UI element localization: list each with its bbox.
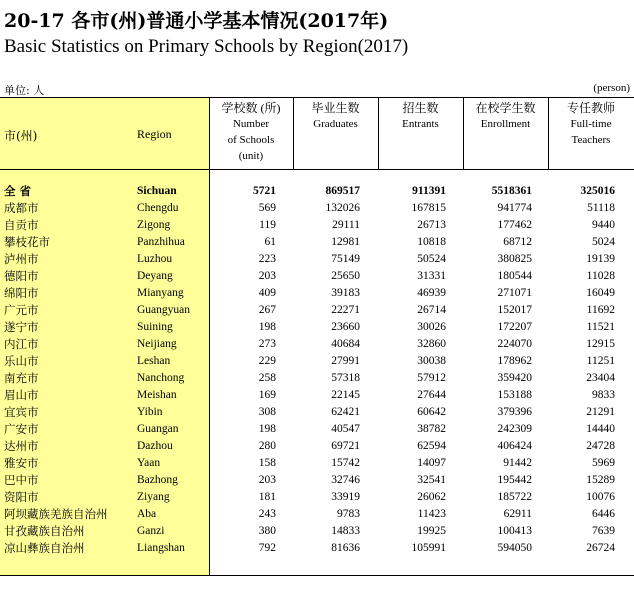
schools-cell: 243 [258, 508, 276, 520]
region-name-english: Yibin [137, 406, 163, 418]
enrollment-cell: 153188 [497, 389, 532, 401]
teachers-cell: 19139 [586, 253, 615, 265]
entrants-cell: 62594 [417, 440, 446, 452]
region-name-chinese: 甘孜藏族自治州 [4, 524, 85, 538]
region-name-chinese: 达州市 [4, 439, 39, 453]
table-top-rule [0, 97, 634, 98]
graduates-cell: 81636 [331, 542, 360, 554]
teachers-cell: 9440 [592, 219, 615, 231]
region-name-chinese: 自贡市 [4, 218, 39, 232]
graduates-cell: 57318 [331, 372, 360, 384]
enrollment-cell: 180544 [497, 270, 532, 282]
graduates-cell: 22271 [331, 304, 360, 316]
schools-cell: 308 [258, 406, 276, 418]
table-row [0, 336, 634, 353]
schools-cell: 229 [258, 355, 276, 367]
entrants-cell: 14097 [417, 457, 446, 469]
region-name-english: Nanchong [137, 372, 185, 384]
region-name-english: Ziyang [137, 491, 170, 503]
schools-cell: 5721 [253, 185, 276, 197]
table-row [0, 489, 634, 506]
schools-cell: 181 [258, 491, 276, 503]
schools-cell: 223 [258, 253, 276, 265]
entrants-cell: 26714 [417, 304, 446, 316]
enrollment-cell: 406424 [497, 440, 532, 452]
unit-label-chinese: 单位: 人 [4, 84, 45, 97]
enrollment-cell: 177462 [497, 219, 532, 231]
enrollment-cell: 172207 [497, 321, 532, 333]
table-row [0, 302, 634, 319]
teachers-cell: 14440 [586, 423, 615, 435]
entrants-cell: 38782 [417, 423, 446, 435]
graduates-cell: 869517 [325, 185, 360, 197]
header-teachers [548, 100, 634, 148]
region-name-english: Neijiang [137, 338, 177, 350]
table-row [0, 370, 634, 387]
entrants-cell: 19925 [417, 525, 446, 537]
teachers-cell: 51118 [587, 202, 615, 214]
teachers-cell: 21291 [586, 406, 615, 418]
region-name-english: Guangan [137, 423, 179, 435]
enrollment-cell: 941774 [497, 202, 532, 214]
enrollment-cell: 91442 [503, 457, 532, 469]
enrollment-cell: 242309 [497, 423, 532, 435]
enrollment-cell: 185722 [497, 491, 532, 503]
entrants-cell: 46939 [417, 287, 446, 299]
header-entrants [378, 100, 463, 132]
entrants-cell: 11423 [417, 508, 446, 520]
region-name-chinese: 凉山彝族自治州 [4, 541, 85, 555]
region-name-chinese: 成都市 [4, 201, 39, 215]
graduates-cell: 69721 [331, 440, 360, 452]
region-name-chinese: 乐山市 [4, 354, 39, 368]
region-name-chinese: 广元市 [4, 303, 39, 317]
table-row [0, 404, 634, 421]
region-name-english: Sichuan [137, 185, 177, 197]
header-enrollment-english: Enrollment [480, 118, 531, 130]
region-name-english: Yaan [137, 457, 161, 469]
schools-cell: 273 [258, 338, 276, 350]
region-name-english: Bazhong [137, 474, 178, 486]
schools-cell: 198 [258, 423, 276, 435]
teachers-cell: 11521 [586, 321, 615, 333]
entrants-cell: 167815 [411, 202, 446, 214]
enrollment-cell: 380825 [497, 253, 532, 265]
schools-cell: 280 [258, 440, 276, 452]
header-region-english: Region [137, 127, 172, 141]
region-name-chinese: 广安市 [4, 422, 39, 436]
header-entrants-english: Entrants [402, 118, 439, 130]
table-row [0, 319, 634, 336]
region-name-english: Luzhou [137, 253, 173, 265]
table-row [0, 438, 634, 455]
enrollment-cell: 68712 [503, 236, 532, 248]
teachers-cell: 23404 [586, 372, 615, 384]
region-name-english: Suining [137, 321, 173, 333]
teachers-cell: 11692 [586, 304, 615, 316]
entrants-cell: 31331 [417, 270, 446, 282]
graduates-cell: 27991 [331, 355, 360, 367]
schools-cell: 409 [258, 287, 276, 299]
header-region-chinese: 市(州) [4, 129, 38, 143]
graduates-cell: 75149 [331, 253, 360, 265]
graduates-cell: 25650 [331, 270, 360, 282]
region-name-chinese: 绵阳市 [4, 286, 39, 300]
region-name-english: Zigong [137, 219, 171, 231]
region-name-english: Mianyang [137, 287, 184, 299]
entrants-cell: 30026 [417, 321, 446, 333]
region-name-english: Leshan [137, 355, 171, 367]
region-name-chinese: 南充市 [4, 371, 39, 385]
entrants-cell: 105991 [411, 542, 446, 554]
teachers-cell: 24728 [586, 440, 615, 452]
enrollment-cell: 62911 [503, 508, 532, 520]
teachers-cell: 12915 [586, 338, 615, 350]
enrollment-cell: 271071 [497, 287, 532, 299]
enrollment-cell: 5518361 [491, 185, 532, 197]
schools-cell: 203 [258, 270, 276, 282]
region-name-chinese: 雅安市 [4, 456, 39, 470]
region-name-english: Aba [137, 508, 157, 520]
graduates-cell: 40547 [331, 423, 360, 435]
entrants-cell: 57912 [417, 372, 446, 384]
graduates-cell: 15742 [331, 457, 360, 469]
region-name-english: Liangshan [137, 542, 185, 554]
header-graduates-chinese: 毕业生数 [311, 101, 360, 115]
table-row [0, 523, 634, 540]
table-row [0, 285, 634, 302]
entrants-cell: 27644 [417, 389, 446, 401]
table-row-total [0, 183, 634, 200]
schools-cell: 792 [258, 542, 276, 554]
table-row [0, 200, 634, 217]
schools-cell: 198 [258, 321, 276, 333]
enrollment-cell: 195442 [497, 474, 532, 486]
header-teachers-english-1: Full-time [570, 118, 612, 130]
region-name-chinese: 阿坝藏族羌族自治州 [4, 507, 108, 521]
entrants-cell: 911391 [412, 185, 446, 197]
header-teachers-english-2: Teachers [571, 134, 611, 146]
header-schools-english-2: of Schools [227, 134, 275, 146]
header-schools [209, 100, 293, 164]
graduates-cell: 40684 [331, 338, 360, 350]
graduates-cell: 22145 [331, 389, 360, 401]
region-name-chinese: 泸州市 [4, 252, 39, 266]
teachers-cell: 6446 [592, 508, 615, 520]
region-name-english: Deyang [137, 270, 173, 282]
header-entrants-chinese: 招生数 [402, 101, 439, 115]
schools-cell: 119 [259, 219, 276, 231]
schools-cell: 267 [258, 304, 276, 316]
table-row [0, 353, 634, 370]
graduates-cell: 33919 [331, 491, 360, 503]
table-row [0, 455, 634, 472]
header-bottom-rule [0, 169, 634, 170]
header-graduates-english: Graduates [313, 118, 358, 130]
graduates-cell: 132026 [325, 202, 360, 214]
region-name-chinese: 内江市 [4, 337, 39, 351]
table-row [0, 268, 634, 285]
teachers-cell: 5969 [592, 457, 615, 469]
graduates-cell: 23660 [331, 321, 360, 333]
header-schools-english-3: (unit) [238, 150, 264, 162]
table-row [0, 387, 634, 404]
unit-label-english: (person) [593, 82, 630, 94]
header-schools-chinese: 学校数 (所) [221, 101, 281, 115]
graduates-cell: 29111 [332, 219, 360, 231]
enrollment-cell: 224070 [497, 338, 532, 350]
teachers-cell: 9833 [592, 389, 615, 401]
graduates-cell: 32746 [331, 474, 360, 486]
schools-cell: 569 [258, 202, 276, 214]
header-enrollment [463, 100, 548, 132]
schools-cell: 203 [258, 474, 276, 486]
schools-cell: 380 [258, 525, 276, 537]
region-name-chinese: 攀枝花市 [4, 235, 50, 249]
entrants-cell: 32541 [417, 474, 446, 486]
entrants-cell: 10818 [417, 236, 446, 248]
schools-cell: 61 [264, 236, 276, 248]
region-name-english: Guangyuan [137, 304, 191, 316]
teachers-cell: 325016 [580, 185, 615, 197]
graduates-cell: 12981 [331, 236, 360, 248]
enrollment-cell: 379396 [497, 406, 532, 418]
entrants-cell: 30038 [417, 355, 446, 367]
table-row [0, 251, 634, 268]
schools-cell: 169 [258, 389, 276, 401]
teachers-cell: 11028 [586, 270, 615, 282]
schools-cell: 158 [258, 457, 276, 469]
enrollment-cell: 594050 [497, 542, 532, 554]
region-name-chinese: 巴中市 [4, 473, 39, 487]
region-name-chinese: 德阳市 [4, 269, 39, 283]
table-title-english: Basic Statistics on Primary Schools by Region(2017) [4, 36, 409, 57]
teachers-cell: 10076 [586, 491, 615, 503]
table-row [0, 506, 634, 523]
region-name-chinese: 全 省 [4, 184, 32, 198]
teachers-cell: 26724 [586, 542, 615, 554]
table-row [0, 421, 634, 438]
schools-cell: 258 [258, 372, 276, 384]
region-name-chinese: 宜宾市 [4, 405, 39, 419]
region-name-english: Dazhou [137, 440, 173, 452]
teachers-cell: 11251 [586, 355, 615, 367]
entrants-cell: 60642 [417, 406, 446, 418]
region-name-english: Chengdu [137, 202, 179, 214]
entrants-cell: 26062 [417, 491, 446, 503]
region-name-english: Panzhihua [137, 236, 185, 248]
region-name-english: Meishan [137, 389, 177, 401]
enrollment-cell: 178962 [497, 355, 532, 367]
table-row [0, 472, 634, 489]
table-row [0, 540, 634, 557]
header-enrollment-chinese: 在校学生数 [475, 101, 536, 115]
table-title-chinese: 20-17 各市(州)普通小学基本情况(2017年) [4, 10, 389, 32]
entrants-cell: 32860 [417, 338, 446, 350]
table-row [0, 217, 634, 234]
enrollment-cell: 100413 [497, 525, 532, 537]
table-bottom-rule [0, 575, 634, 576]
teachers-cell: 5024 [592, 236, 615, 248]
enrollment-cell: 359420 [497, 372, 532, 384]
table-row [0, 234, 634, 251]
region-name-english: Ganzi [137, 525, 165, 537]
region-name-chinese: 眉山市 [4, 388, 39, 402]
header-schools-english-1: Number [232, 118, 270, 130]
graduates-cell: 9783 [337, 508, 360, 520]
entrants-cell: 50524 [417, 253, 446, 265]
teachers-cell: 15289 [586, 474, 615, 486]
statistics-table [0, 97, 634, 576]
graduates-cell: 62421 [331, 406, 360, 418]
teachers-cell: 16049 [586, 287, 615, 299]
region-name-chinese: 遂宁市 [4, 320, 39, 334]
header-graduates [293, 100, 378, 132]
entrants-cell: 26713 [417, 219, 446, 231]
graduates-cell: 14833 [331, 525, 360, 537]
enrollment-cell: 152017 [497, 304, 532, 316]
graduates-cell: 39183 [331, 287, 360, 299]
header-teachers-chinese: 专任教师 [566, 101, 615, 115]
region-name-chinese: 资阳市 [4, 490, 39, 504]
teachers-cell: 7639 [592, 525, 615, 537]
